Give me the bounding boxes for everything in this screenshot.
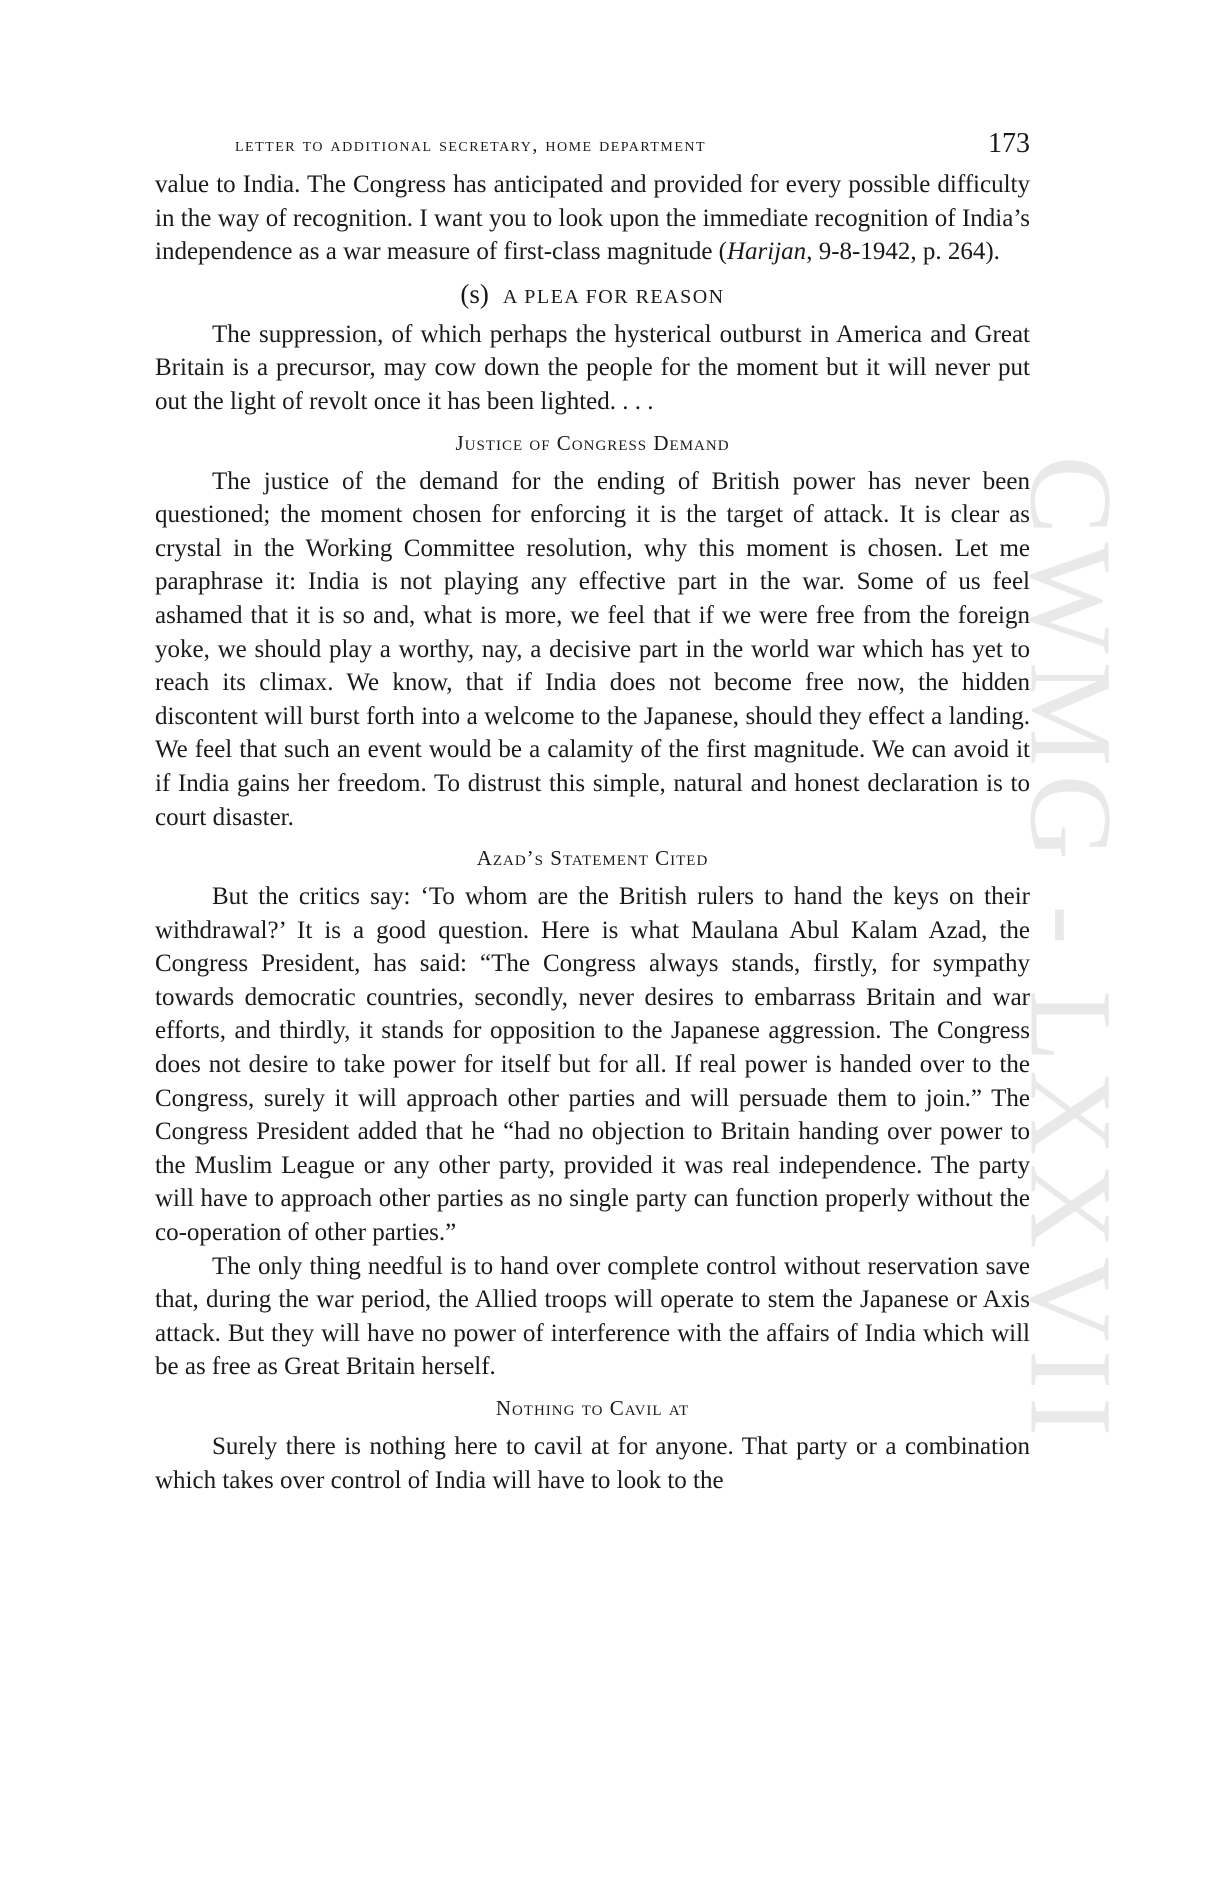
subheading-azad: Azad’s Statement Cited: [476, 846, 709, 871]
document-page: [155, 128, 1030, 1497]
running-header: [155, 128, 1030, 168]
paragraph-continuation: [155, 168, 1030, 269]
section-number: (s): [460, 278, 489, 309]
paragraph-azad: But the critics say: ‘To whom are the British rulers to hand the keys on their withdrawal?’ It is a good question. Here is what Maulana Abul Kalam Azad, the Congress President, has said: “The Congress always stands, firstly, for sympathy towards democratic countries, secondly, never desires to embarrass Britain and war efforts, and thirdly, it stands for opposition to the Japanese aggression. The Congress does not desire to take power for itself but for all. If real power is handed over to the Congress, surely it will approach other parties and will persuade them to join.” The Congress President added that he “had no objection to Britain handing over power to the Muslim League or any other party, provided it was real independence. The party will have to approach other parties as no single party can function properly without the co-operation of other parties.”: [155, 883, 1030, 1247]
citation-details: , 9-8-1942, p. 264).: [806, 238, 1000, 266]
paragraph-plea: The suppression, of which perhaps the hysterical outburst in America and Great Britain is a precursor, may cow down the people for the moment but it will never put out the light of revolt once it has been lighted. . . .: [155, 320, 1030, 415]
paragraph-cavil: Surely there is nothing here to cavil at for anyone. That party or a combination which takes over control of India will have to look to the: [155, 1433, 1030, 1494]
paragraph-text: value to India. The Congress has anticipated and provided for every possible difficulty in the way of recognition. I want you to look upon the immediate recognition of India’s independence as a war measure of first-class magnitude (: [155, 171, 1030, 266]
source-citation: Harijan: [727, 238, 807, 266]
subheading-justice: Justice of Congress Demand: [455, 430, 730, 455]
paragraph-justice: The justice of the demand for the ending of British power has never been questioned; the moment chosen for enforcing it is the target of attack. It is clear as crystal in the Working Committee resolution, why this moment is chosen. Let me paraphrase it: India is not playing any effective part in the war. Some of us feel ashamed that it is so and, what is more, we feel that if we were free from the foreign yoke, we should play a worthy, nay, a decisive part in the world war which has yet to reach its climax. We know, that if India does not become free now, the hidden discontent will burst forth into a welcome to the Japanese, should they effect a landing. We feel that such an event would be a calamity of the first magnitude. We can avoid it if India gains her freedom. To distrust this simple, natural and honest declaration is to court disaster.: [155, 467, 1030, 831]
running-title: letter to additional secretary, home department: [235, 134, 707, 156]
watermark-text: CWMG - LXXVII: [1005, 455, 1137, 1445]
subheading-cavil: Nothing to Cavil at: [495, 1396, 690, 1420]
section-title: A PLEA FOR REASON: [502, 285, 725, 308]
page-number: 173: [988, 128, 1030, 159]
section-heading: [155, 277, 1030, 316]
paragraph-control: The only thing needful is to hand over complete control without reservation save that, during the war period, the Allied troops will operate to stem the Japanese or Axis attack. But they will have no power of interference with the affairs of India which will be as free as Great Britain herself.: [155, 1252, 1030, 1381]
